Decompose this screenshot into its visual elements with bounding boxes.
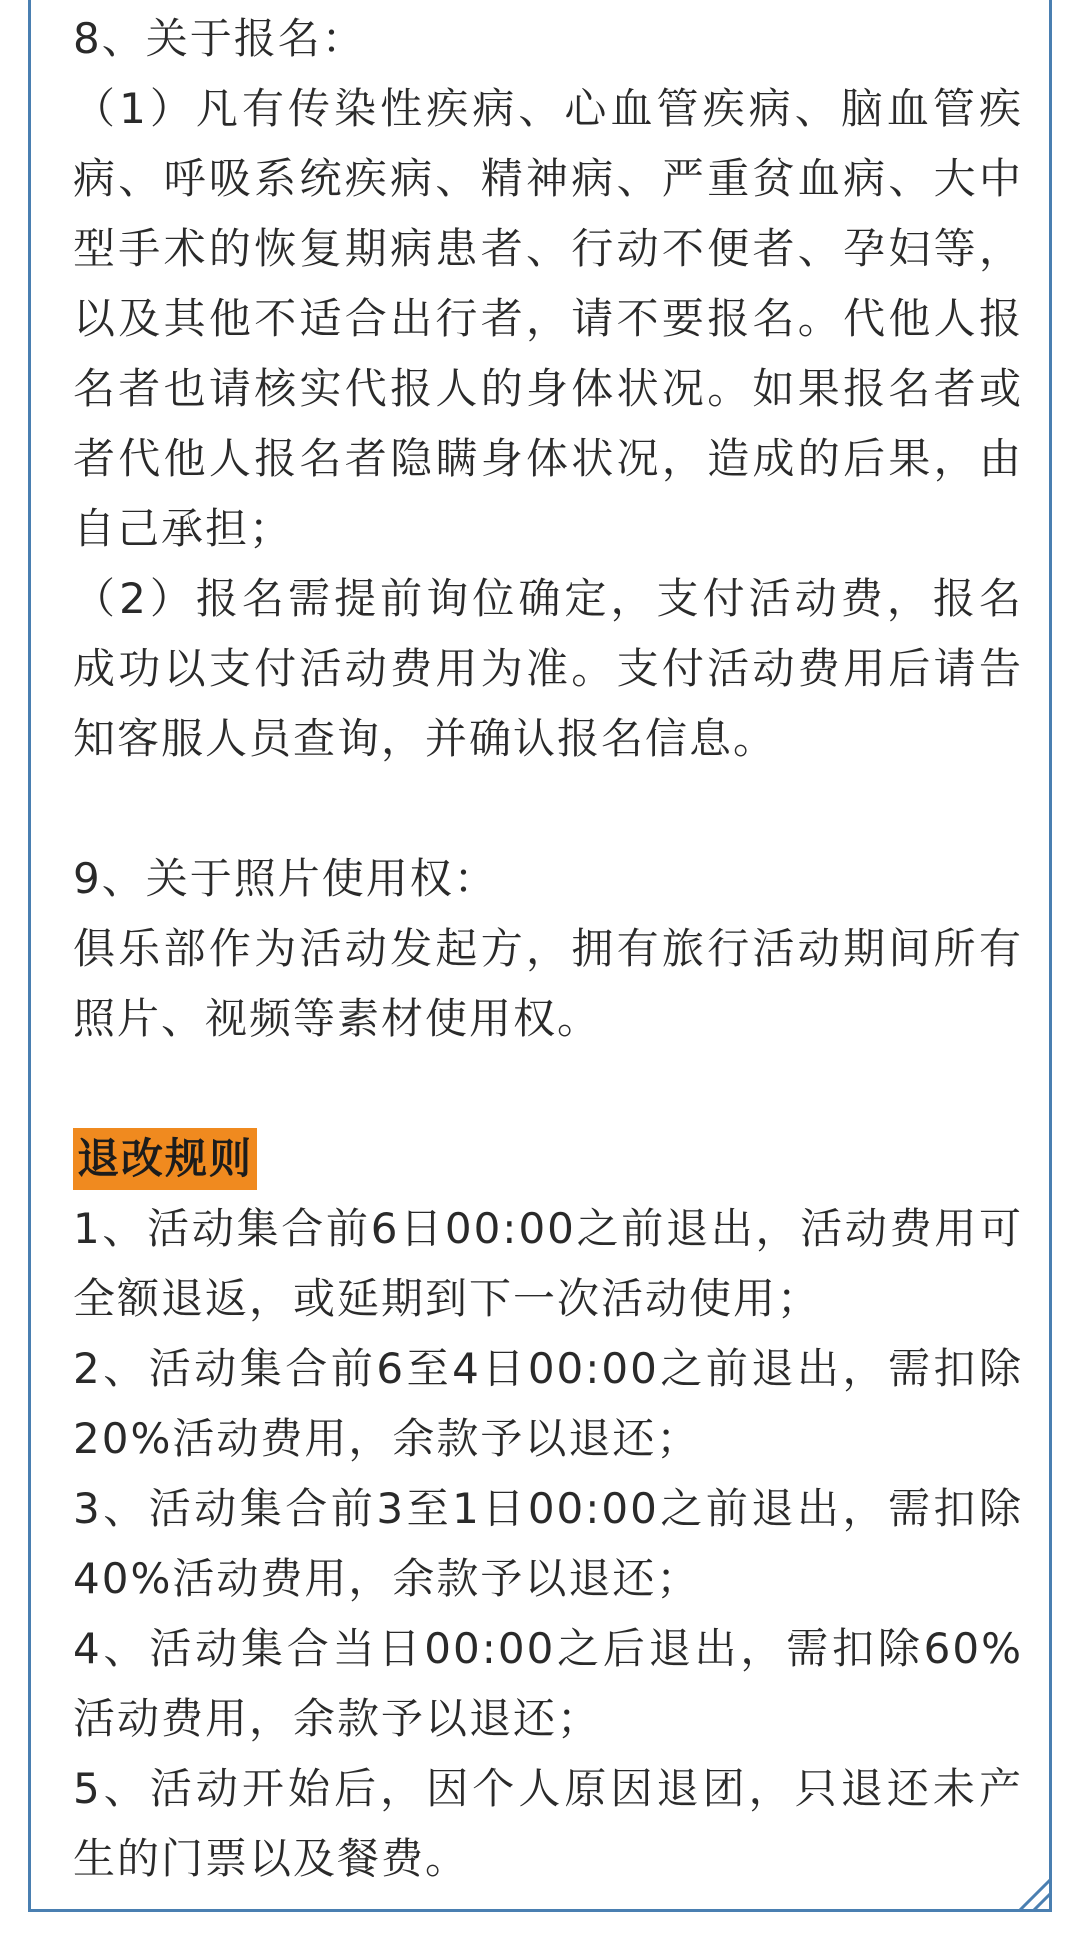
corner-decoration-icon — [1010, 1870, 1052, 1912]
article-body — [73, 4, 1023, 1894]
section-9-heading: 9、关于照片使用权： — [73, 854, 498, 903]
refund-rule-1: 1、活动集合前6日00:00之前退出，活动费用可全额退返，或延期到下一次活动使用； — [73, 1204, 1023, 1323]
refund-title-row — [73, 1124, 1023, 1194]
section-8-item-1: （1）凡有传染性疾病、心血管疾病、脑血管疾病、呼吸系统疾病、精神病、严重贫血病、大中型手术的恢复期病患者、行动不便者、孕妇等，以及其他不适合出行者，请不要报名。代他人报名者也请核实代报人的身体状况。如果报名者或者代他人报名者隐瞒身体状况，造成的后果，由自己承担； — [73, 84, 1023, 553]
spacer — [73, 774, 1023, 844]
section-8-item-2: （2）报名需提前询位确定，支付活动费，报名成功以支付活动费用为准。支付活动费用后请告知客服人员查询，并确认报名信息。 — [73, 574, 1023, 763]
section-9-body: 俱乐部作为活动发起方，拥有旅行活动期间所有照片、视频等素材使用权。 — [73, 924, 1023, 1043]
refund-rule-3: 3、活动集合前3至1日00:00之前退出，需扣除40%活动费用，余款予以退还； — [73, 1484, 1023, 1603]
refund-rule-4: 4、活动集合当日00:00之后退出，需扣除60%活动费用，余款予以退还； — [73, 1624, 1023, 1743]
refund-rule-2: 2、活动集合前6至4日00:00之前退出，需扣除20%活动费用，余款予以退还； — [73, 1344, 1023, 1463]
refund-rule-5: 5、活动开始后，因个人原因退团，只退还未产生的门票以及餐费。 — [73, 1764, 1023, 1883]
refund-rules-title: 退改规则 — [73, 1128, 257, 1190]
content-card — [28, 0, 1052, 1912]
section-8-heading: 8、关于报名： — [73, 14, 366, 63]
spacer — [73, 1054, 1023, 1124]
